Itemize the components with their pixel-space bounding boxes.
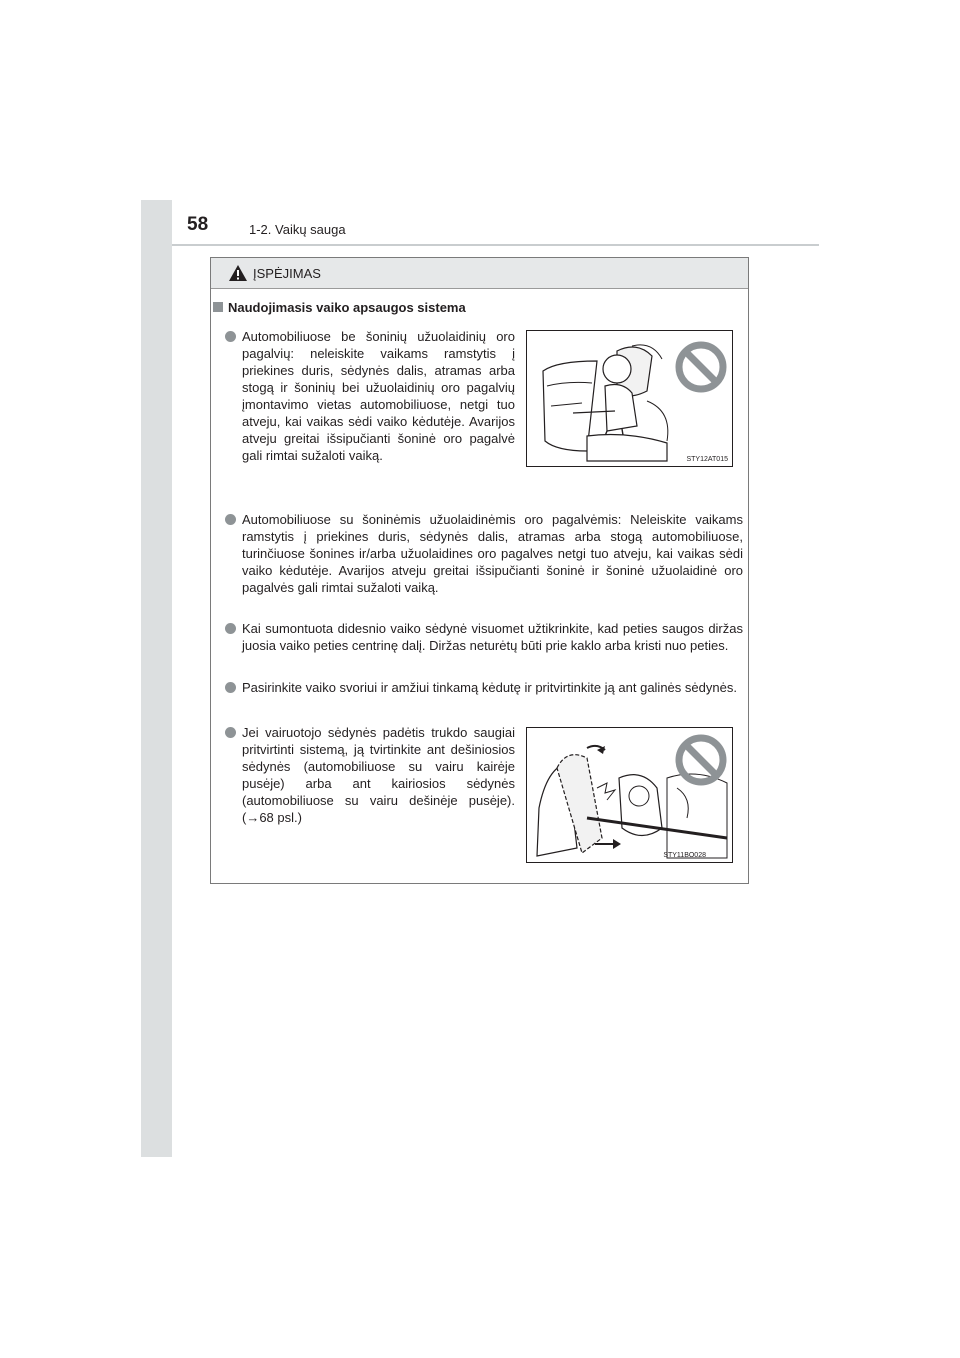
bullet-dot-icon: [225, 727, 236, 738]
side-tab-strip: [141, 200, 172, 1157]
warning-label: ĮSPĖJIMAS: [253, 266, 321, 281]
prohibited-icon: [675, 341, 727, 393]
illustration-rear-facing-seat: [526, 727, 733, 863]
bullet-dot-icon: [225, 331, 236, 342]
warning-box: [210, 257, 749, 884]
bullet-dot-icon: [225, 682, 236, 693]
illustration-child-booster-seat: [526, 330, 733, 467]
bullet-text: Jei vairuotojo sėdynės padėtis trukdo saugiai pritvirtinti sistemą, ją tvirtinkite ant dešiniosios sėdynės (automobiliuose su vairu kairėje pusėje) arba ant kairiosios sėdynės (automobiliuose su vairu dešinėje pusėje). (→68 psl.): [242, 725, 515, 825]
bullet-text: Kai sumontuota didesnio vaiko sėdynė visuomet užtikrinkite, kad peties saugos diržas juosia vaiko peties centrinę dalį. Diržas neturėtų būti prie kaklo arba kristi nuo peties.: [242, 621, 743, 653]
figure-code: STY11BO028: [663, 852, 706, 859]
warning-header: [211, 258, 748, 289]
bullet-text: Automobiliuose su šoninėmis užuolaidinėmis oro pagalvėmis: Neleiskite vaikams ramstytis į priekines duris, sėdynės dalis, atramas arba stogą automobiliuose, turinčiuose šonines ir/arba užuolaidines oro pagalves netgi tuo atveju, kai vaikas sėdi vaiko kėdutėje. Avarijos atveju greitai išsipučianti šoninė ir šoninė užuolaidinė oro pagalvės gali rimtai sužaloti vaiką.: [242, 512, 743, 595]
figure-code: STY12AT015: [686, 456, 728, 463]
bullet-item: [225, 679, 743, 696]
bullet-item: [225, 620, 743, 654]
bullet-item: [225, 724, 515, 826]
section-title: 1-2. Vaikų sauga: [249, 222, 346, 237]
warning-triangle-icon: [229, 265, 247, 281]
header-divider: [172, 244, 819, 246]
bullet-dot-icon: [225, 514, 236, 525]
bullet-text: Automobiliuose be šoninių užuolaidinių oro pagalvių: neleiskite vaikams ramstytis į priekines duris, sėdynės dalis, atramas arba stogą ir šoninių bei užuolaidinių oro pagalvių įmontavimo vietas automobiliuose, netgi tuo atveju, kai vaikas sėdi vaiko kėdutėje. Avarijos atveju greitai išsipučianti šoninė oro pagalvė gali rimtai sužaloti vaiką.: [242, 329, 515, 463]
page-number: 58: [187, 214, 209, 235]
prohibited-icon: [675, 734, 727, 786]
square-bullet-icon: [213, 302, 223, 312]
bullet-text: Pasirinkite vaiko svoriui ir amžiui tinkamą kėdutę ir pritvirtinkite ją ant galinės sėdynės.: [242, 680, 737, 695]
bullet-item: [225, 328, 515, 464]
warning-subheading: [213, 300, 466, 315]
bullet-dot-icon: [225, 623, 236, 634]
bullet-item: [225, 511, 743, 596]
subheading-text: Naudojimasis vaiko apsaugos sistema: [228, 300, 466, 315]
